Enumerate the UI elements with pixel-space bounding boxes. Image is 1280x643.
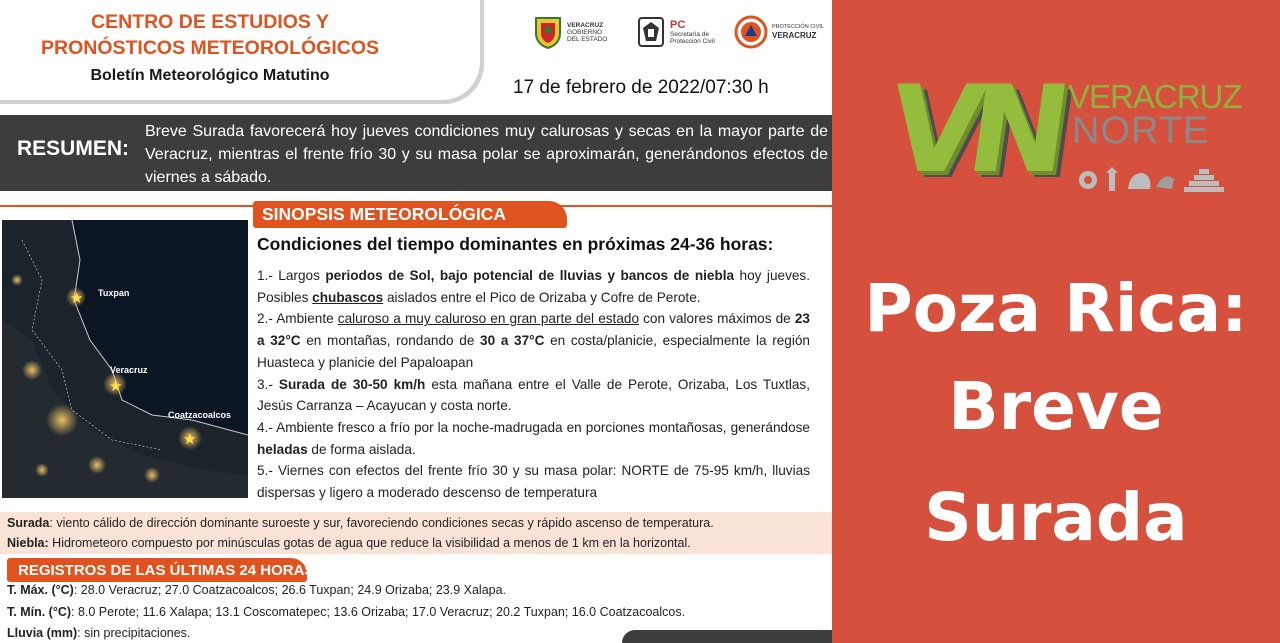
logo-text: VERACRUZ <box>567 21 604 29</box>
definition-text: Hidrometeoro compuesto por minúsculas gotas de agua que reduce la visibilidad a menos de 1 km en la horizontal. <box>48 536 691 550</box>
coat-of-arms-icon <box>533 15 563 49</box>
list-item <box>257 417 810 460</box>
map-label-tuxpan: Tuxpan <box>98 288 130 298</box>
record-term: Lluvia (mm) <box>7 626 78 640</box>
record-text: : 8.0 Perote; 11.6 Xalapa; 13.1 Coscomatepec; 13.6 Orizaba; 17.0 Veracruz; 20.2 Tuxpan; 16.0 Coatzacoalcos. <box>71 605 686 619</box>
definition-term: Niebla: <box>7 536 49 550</box>
logo-text: PROTECCIÓN CIVIL <box>772 24 824 30</box>
pyramid-icon <box>1184 169 1224 192</box>
definition-niebla <box>7 536 691 550</box>
brand-word-norte: NORTE <box>1072 110 1210 152</box>
civil-protection-secretariat-logo <box>636 12 715 52</box>
item-emphasis: 30 a 37°C <box>480 333 545 349</box>
list-item <box>257 265 810 308</box>
item-emphasis: heladas <box>257 441 308 457</box>
records-label: REGISTROS DE LAS ÚLTIMAS 24 HORAS <box>18 562 315 579</box>
star-icon: ★ <box>70 289 84 307</box>
brand-word-veracruz: VERACRUZ <box>1068 78 1242 115</box>
veracruz-government-logo <box>533 12 607 52</box>
item-underline: caluroso a muy caluroso en gran parte del estado <box>337 311 640 327</box>
list-item <box>257 308 810 373</box>
wave-icon <box>1156 176 1174 189</box>
civil-protection-icon <box>734 15 768 49</box>
logo-text: DEL ESTADO <box>567 35 608 43</box>
item-text: 2.- Ambiente <box>257 311 338 327</box>
headline-line-3: Surada <box>924 479 1188 556</box>
item-text: esta mañana entre el Valle de Perote, Orizaba, Los Tuxtlas, Jesús Carranza – Acayucan y costa norte. <box>257 376 811 414</box>
definition-text: : viento cálido de dirección dominante suroeste y sur, favoreciendo condiciones secas y rápido ascenso de temperatura. <box>49 516 714 530</box>
bulletin-date: 17 de febrero de 2022/07:30 h <box>513 77 769 98</box>
logo-text: GOBIERNO <box>567 28 603 36</box>
shield-icon <box>636 15 666 49</box>
record-text: : sin precipitaciones. <box>77 626 191 640</box>
item-text: aislados entre el Pico de Orizaba y Cofre de Perote. <box>383 289 701 305</box>
item-emphasis: Surada de 30-50 km/h <box>278 376 426 392</box>
bulletin-subtitle: Boletín Meteorológico Matutino <box>90 67 330 84</box>
definition-surada <box>7 516 714 530</box>
item-underline: chubascos <box>312 289 384 305</box>
record-term: T. Mín. (°C) <box>7 605 72 619</box>
footer-corner <box>622 630 832 643</box>
civil-protection-veracruz-logo <box>734 12 824 52</box>
item-text: en costa/planicie, especialmente la región Huasteca y planicie del Papaloapan <box>257 333 810 370</box>
map-label-veracruz: Veracruz <box>110 365 148 375</box>
item-text: en montañas, rondando de <box>300 333 481 349</box>
logo-text: PC <box>670 18 686 31</box>
summary-text: Breve Surada favorecerá hoy jueves condiciones muy calurosas y secas en la mayor parte de Veracruz, mientras el frente frío 30 y su masa polar se aproximarán, generándonos efectos de viernes a sábado. <box>145 123 828 186</box>
headline-line-1: Poza Rica: <box>864 270 1248 347</box>
record-min-temp <box>7 605 685 619</box>
shell-icon <box>1128 173 1150 189</box>
logo-text: Protección Civil <box>670 37 715 45</box>
definition-term: Surada <box>7 516 50 530</box>
logo-text: VERACRUZ <box>772 31 817 40</box>
headline-line-2: Breve <box>948 368 1164 445</box>
conditions-title: Condiciones del tiempo dominantes en próximas 24-36 horas: <box>257 234 774 254</box>
item-text: hoy jueves. Posibles <box>257 268 810 305</box>
brand-logo-letters: VN <box>880 61 1066 200</box>
star-icon: ★ <box>109 377 123 395</box>
item-text: 1.- Largos <box>257 268 326 283</box>
list-item <box>257 374 810 417</box>
org-title-line2: PRONÓSTICOS METEOROLÓGICOS <box>40 37 380 59</box>
record-max-temp <box>7 583 506 597</box>
item-emphasis: periodos de Sol, bajo potencial de lluvias y bancos de niebla <box>325 268 735 283</box>
item-text: de forma aislada. <box>307 441 416 457</box>
satellite-night-map <box>2 220 248 498</box>
record-rain <box>7 626 190 640</box>
forecast-list <box>257 265 810 504</box>
item-text: 3.- <box>257 376 279 392</box>
org-title-line1: CENTRO DE ESTUDIOS Y <box>90 11 329 33</box>
record-term: T. Máx. (°C) <box>7 583 74 597</box>
summary-label: RESUMEN: <box>17 137 130 160</box>
item-text: con valores máximos de <box>639 311 795 327</box>
item-text: 4.- Ambiente fresco a frío por la noche-madrugada en porciones montañosas, generándose <box>257 419 810 435</box>
map-label-coatzacoalcos: Coatzacoalcos <box>168 410 232 420</box>
lighthouse-icon <box>1106 167 1118 191</box>
list-item <box>257 460 810 503</box>
record-text: : 28.0 Veracruz; 27.0 Coatzacoalcos; 26.6 Tuxpan; 24.9 Orizaba; 23.9 Xalapa. <box>73 583 507 597</box>
star-icon: ★ <box>183 430 197 448</box>
item-text: 5.- Viernes con efectos del frente frío 30 y su masa polar: NORTE de 75-95 km/h, lluvias dispersas y ligero a moderado descenso de temperatura <box>257 463 810 501</box>
sun-icon <box>1079 171 1097 189</box>
logo-text: Secretaría de <box>670 30 710 38</box>
synopsis-label: SINOPSIS METEOROLÓGICA <box>262 204 507 224</box>
brand-decoration <box>1076 165 1226 195</box>
item-emphasis: 23 a 32°C <box>257 311 810 349</box>
